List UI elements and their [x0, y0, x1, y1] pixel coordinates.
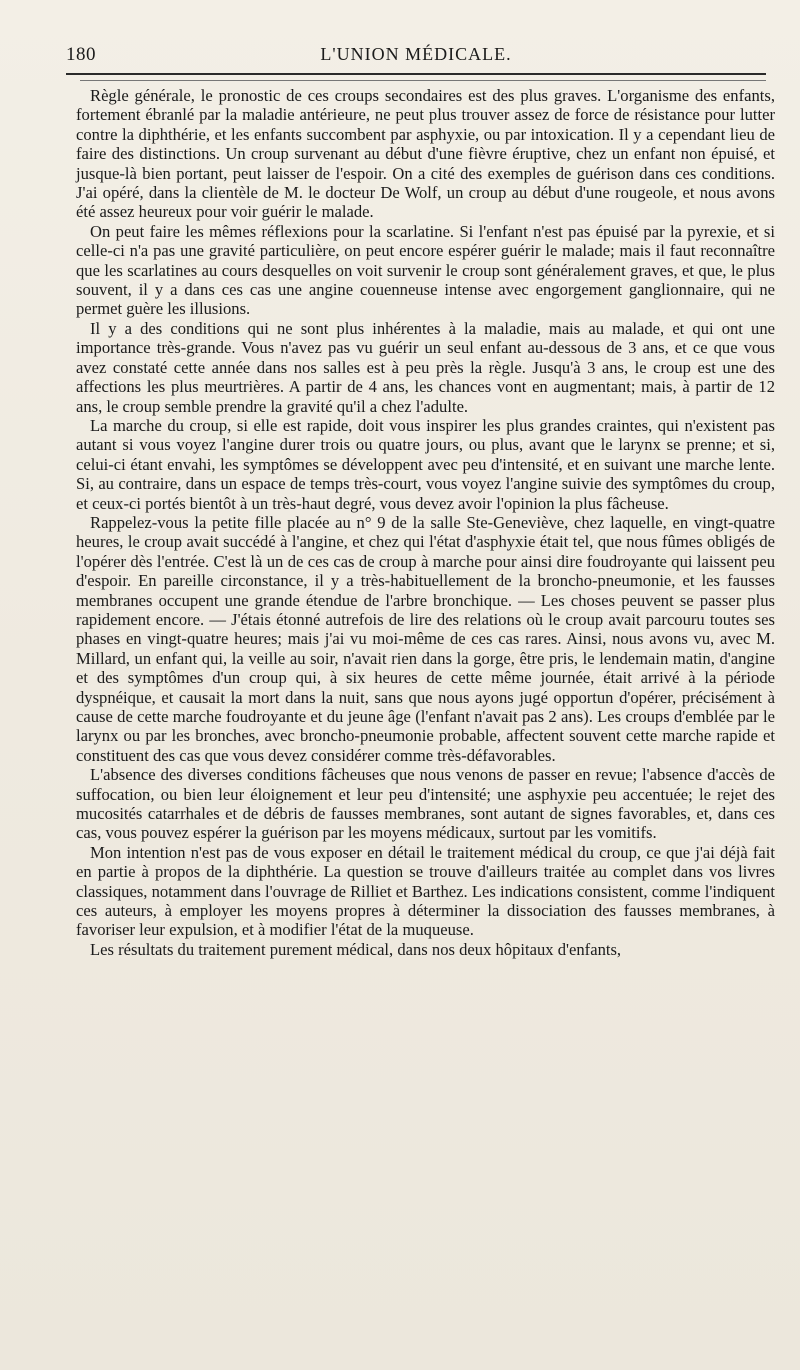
header-rule-thin [80, 80, 766, 81]
paragraph: La marche du croup, si elle est rapide, doit vous inspirer les plus grandes craintes, qui n'existent pas autant si vous voyez l'angine durer trois ou quatre jours, ou plus, avant que le larynx se prenne; et si, celui-ci étant envahi, les symptômes se développent avec peu d'intensité, et en suivant une marche lente. Si, au contraire, dans un espace de temps très-court, vous voyez l'angine suivie des symptômes du croup, et ceux-ci portés bientôt à un très-haut degré, vous devez avoir l'opinion la plus fâcheuse. [76, 415, 775, 513]
paragraph: Mon intention n'est pas de vous exposer en détail le traitement médical du croup, ce que j'ai déjà fait en partie à propos de la diphthérie. La question se trouve d'ailleurs traitée au complet dans vos livres classiques, notamment dans l'ouvrage de Rilliet et Barthez. Les indications consistent, comme l'indiquent ces auteurs, à employer les moyens propres à déterminer la dissociation des fausses membranes, à favoriser leur expulsion, et à modifier l'état de la muqueuse. [76, 842, 775, 940]
paragraph: On peut faire les mêmes réflexions pour la scarlatine. Si l'enfant n'est pas épuisé par la pyrexie, et si celle-ci n'a pas une gravité particulière, on peut encore espérer guérir le malade; mais il faut reconnaître que les scarlatines au cours desquelles on voit survenir le croup sont généralement graves, et que, le plus souvent, il y a dans ces cas une angine couenneuse intense avec engorgement ganglionnaire, qui ne permet guère les illusions. [76, 221, 775, 319]
page-header [66, 40, 766, 70]
paragraph: Rappelez-vous la petite fille placée au n° 9 de la salle Ste-Geneviève, chez laquelle, en vingt-quatre heures, le croup avait succédé à l'angine, et chez qui l'état d'asphyxie était tel, que nous fûmes obligés de l'opérer dès l'entrée. C'est là un de ces cas de croup à marche pour ainsi dire foudroyante qui laissent peu d'espoir. En pareille circonstance, il y a très-habituellement de la broncho-pneumonie, et les fausses membranes occupent une grande étendue de l'arbre bronchique. — Les choses peuvent se passer plus rapidement encore. — J'étais étonné autrefois de lire des relations où le croup avait parcouru toutes ses phases en vingt-quatre heures; mais j'ai vu moi-même de ces cas rares. Ainsi, nous avons vu, avec M. Millard, un enfant qui, la veille au soir, n'avait rien dans la gorge, être pris, le lendemain matin, d'angine et des symptômes d'un croup qui, à six heures de cette même journée, était arrivé à la période dyspnéique, et causait la mort dans la nuit, sans que nous ayons jugé opportun d'opérer, précisément à cause de cette marche foudroyante et du jeune âge (l'enfant n'avait pas 2 ans). Les croups d'emblée par le larynx ou par les bronches, avec broncho-pneumonie probable, affectent souvent cette marche rapide et constituent des cas que vous devez considérer comme très-défavorables. [76, 512, 775, 765]
paragraph: L'absence des diverses conditions fâcheuses que nous venons de passer en revue; l'absence d'accès de suffocation, ou bien leur éloignement et leur peu d'intensité; une asphyxie peu accentuée; le rejet des mucosités catarrhales et de débris de fausses membranes, sont autant de signes favorables, et, dans ces cas, vous pouvez espérer la guérison par les moyens médicaux, surtout par les vomitifs. [76, 765, 775, 843]
body-text [76, 86, 775, 959]
running-title: L'UNION MÉDICALE. [320, 44, 512, 64]
paragraph: Règle générale, le pronostic de ces croups secondaires est des plus graves. L'organisme des enfants, fortement ébranlé par la maladie antérieure, ne peut plus trouver assez de force de résistance pour lutter contre la diphthérie, et les enfants succombent par asphyxie, ou par intoxication. Il y a cependant lieu de faire des distinctions. Un croup survenant au début d'une fièvre éruptive, chez un enfant non épuisé, et jusque-là bien portant, peut laisser de l'espoir. On a cité des exemples de guérison dans ces conditions. J'ai opéré, dans la clientèle de M. le docteur De Wolf, un croup au début d'une rougeole, et nous avons été assez heureux pour voir guérir le malade. [76, 86, 775, 222]
header-rule [66, 73, 766, 75]
page-number: 180 [66, 44, 96, 65]
paragraph: Il y a des conditions qui ne sont plus inhérentes à la maladie, mais au malade, et qui ont une importance très-grande. Vous n'avez pas vu guérir un seul enfant au-dessous de 3 ans, et ce que vous avez constaté cette année dans nos salles est à peu près la règle. Jusqu'à 3 ans, le croup est une des affections les plus meurtrières. A partir de 4 ans, les chances vont en augmentant; mais, à partir de 12 ans, le croup semble prendre la gravité qu'il a chez l'adulte. [76, 318, 775, 416]
paragraph: Les résultats du traitement purement médical, dans nos deux hôpitaux d'enfants, [90, 939, 622, 959]
